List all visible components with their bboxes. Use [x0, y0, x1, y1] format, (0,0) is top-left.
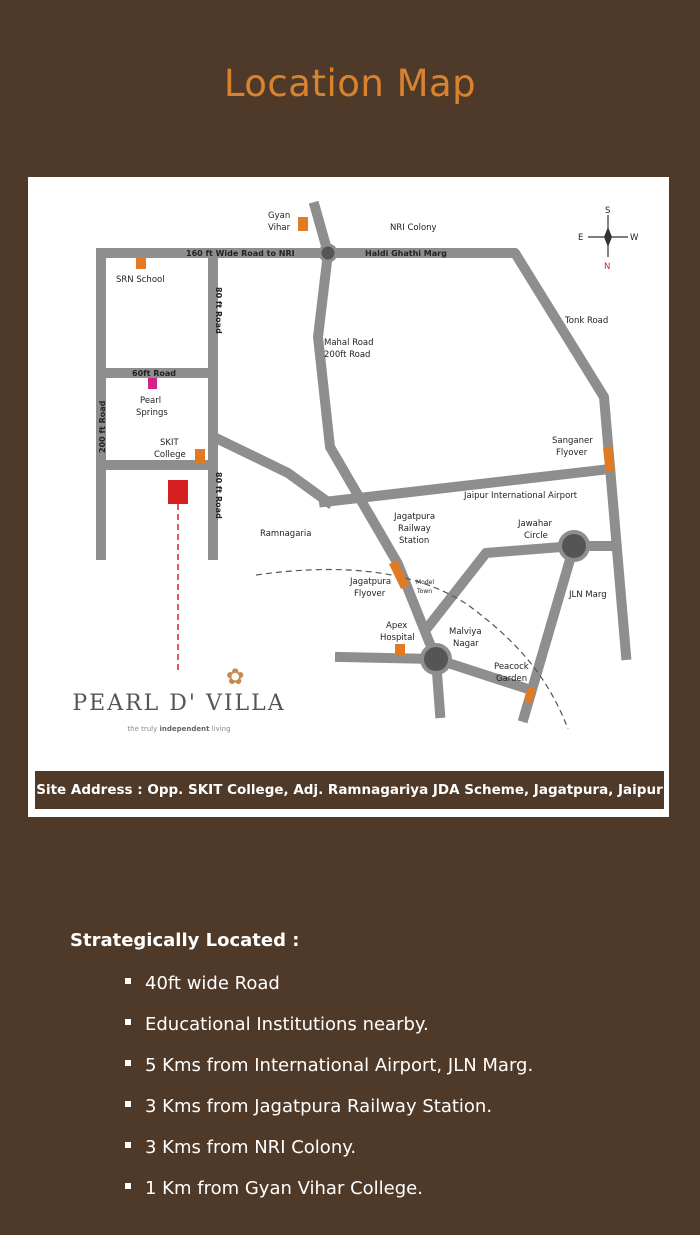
page-title: Location Map: [223, 62, 477, 105]
model-town-label-2: Town: [417, 588, 433, 595]
bullet-icon: [125, 1142, 131, 1148]
location-map: [28, 177, 669, 817]
gyan-vihar-label-1: Gyan: [268, 211, 291, 221]
bullet-icon: [125, 1019, 131, 1025]
svg-text:Malviya Nagar: [449, 627, 484, 649]
road-80ft-bottom-label: 80 ft Road: [214, 472, 223, 519]
jagatpura-station-label-3: Station: [399, 536, 430, 546]
skit-college-label-1: SKIT: [160, 438, 179, 448]
jagatpura-flyover-label-1: Jagatpura: [350, 577, 392, 587]
apex-label-2: Hospital: [380, 633, 415, 643]
jln-marg-label: JLN Marg: [569, 590, 607, 600]
peacock-label-2: Garden: [496, 674, 528, 684]
highlights-list: [125, 970, 533, 1216]
road-ramnagaria: [218, 439, 328, 502]
svg-text:SKIT College: [154, 438, 186, 460]
jagatpura-station-label-2: Railway: [398, 524, 431, 534]
malviya-label-2: Nagar: [453, 639, 479, 649]
svg-text:Jagatpura Railway: [393, 512, 438, 546]
svg-text:Model Town: [416, 579, 436, 595]
road-60ft-label: 60ft Road: [132, 369, 177, 378]
model-town-label-1: Model: [416, 579, 435, 586]
svg-text:Gyan Vihar: [268, 211, 293, 233]
mahal-road-label-1: Mahal Road: [324, 338, 374, 348]
ramnagaria-label: Ramnagaria: [260, 529, 312, 539]
road-network: [101, 207, 626, 717]
apex-hospital-marker: [395, 644, 405, 656]
bullet-icon: [125, 978, 131, 984]
list-item: Educational Institutions nearby.: [125, 1011, 533, 1052]
compass-north-label: N: [604, 262, 611, 272]
jagatpura-station-label-1: Jagatpura: [394, 512, 436, 522]
peacock-label-1: Peacock: [494, 662, 529, 672]
list-item: 5 Kms from International Airport, JLN Marg.: [125, 1052, 533, 1093]
road-200ft-label: 200 ft Road: [98, 400, 107, 453]
pearl-d-villa-logo: [64, 665, 294, 745]
jawahar-label-1: Jawahar: [518, 519, 552, 529]
sanganer-label-2: Flyover: [556, 448, 588, 458]
haldi-ghathi-label: Haldi Ghathi Marg: [365, 249, 447, 258]
logo-tagline: the truly independent living: [127, 725, 231, 733]
malviya-label-1: Malviya: [449, 627, 482, 637]
compass-west-label: W: [630, 233, 639, 243]
bullet-icon: [125, 1101, 131, 1107]
svg-text:Jawahar Circle: [517, 519, 555, 541]
malviya-circle-marker: [422, 645, 450, 673]
list-item: 3 Kms from Jagatpura Railway Station.: [125, 1093, 533, 1134]
mahal-road-label-2: 200ft Road: [324, 350, 371, 360]
svg-text:Jagatpura Flyover: [349, 577, 394, 599]
skit-college-marker: [195, 449, 205, 463]
jawahar-label-2: Circle: [524, 531, 548, 541]
airport-label: Jaipur International Airport: [464, 491, 578, 501]
logo-flourish-icon: ✿: [226, 665, 245, 690]
road-jawahar: [428, 546, 614, 627]
site-marker: [168, 480, 188, 504]
svg-text:Sanganer Flyover: [552, 436, 595, 458]
gyan-vihar-marker: [298, 217, 308, 231]
logo-name: PEARL D' VILLA: [72, 691, 286, 716]
jawahar-circle-marker: [560, 532, 588, 560]
site-address: Site Address : Opp. SKIT College, Adj. Ramnagariya JDA Scheme, Jagatpura, Jaipur: [35, 771, 664, 809]
srn-school-marker: [136, 257, 146, 269]
tonk-road-label: Tonk Road: [565, 316, 609, 326]
pearl-springs-label-1: Pearl: [140, 396, 162, 406]
road-160ft-label: 160 ft Wide Road to NRI: [186, 249, 295, 258]
svg-text:Apex Hospital: [380, 621, 415, 643]
list-item: 1 Km from Gyan Vihar College.: [125, 1175, 533, 1216]
road-mahal: [315, 207, 440, 713]
compass-top-label: S: [605, 206, 611, 216]
svg-text:Peacock Garden: [494, 662, 531, 684]
list-item: 40ft wide Road: [125, 970, 533, 1011]
compass: [578, 206, 639, 272]
gyan-vihar-label-2: Vihar: [268, 223, 291, 233]
srn-school-label: SRN School: [116, 275, 165, 285]
bullet-icon: [125, 1183, 131, 1189]
svg-text:Pearl Springs: [136, 396, 168, 418]
apex-label-1: Apex: [386, 621, 408, 631]
list-item: 3 Kms from NRI Colony.: [125, 1134, 533, 1175]
sanganer-label-1: Sanganer: [552, 436, 593, 446]
road-80ft-top-label: 80 ft Road: [214, 287, 223, 334]
pearl-springs-label-2: Springs: [136, 408, 168, 418]
pearl-springs-marker: [148, 378, 157, 389]
skit-college-label-2: College: [154, 450, 186, 460]
nri-colony-label: NRI Colony: [390, 223, 437, 233]
bullet-icon: [125, 1060, 131, 1066]
svg-text:Mahal Road 200ft Road: [324, 338, 376, 360]
haldi-ghathi-circle: [320, 245, 336, 261]
compass-east-label: E: [578, 233, 584, 243]
jagatpura-flyover-label-2: Flyover: [354, 589, 386, 599]
highlights-title: Strategically Located :: [70, 930, 300, 951]
